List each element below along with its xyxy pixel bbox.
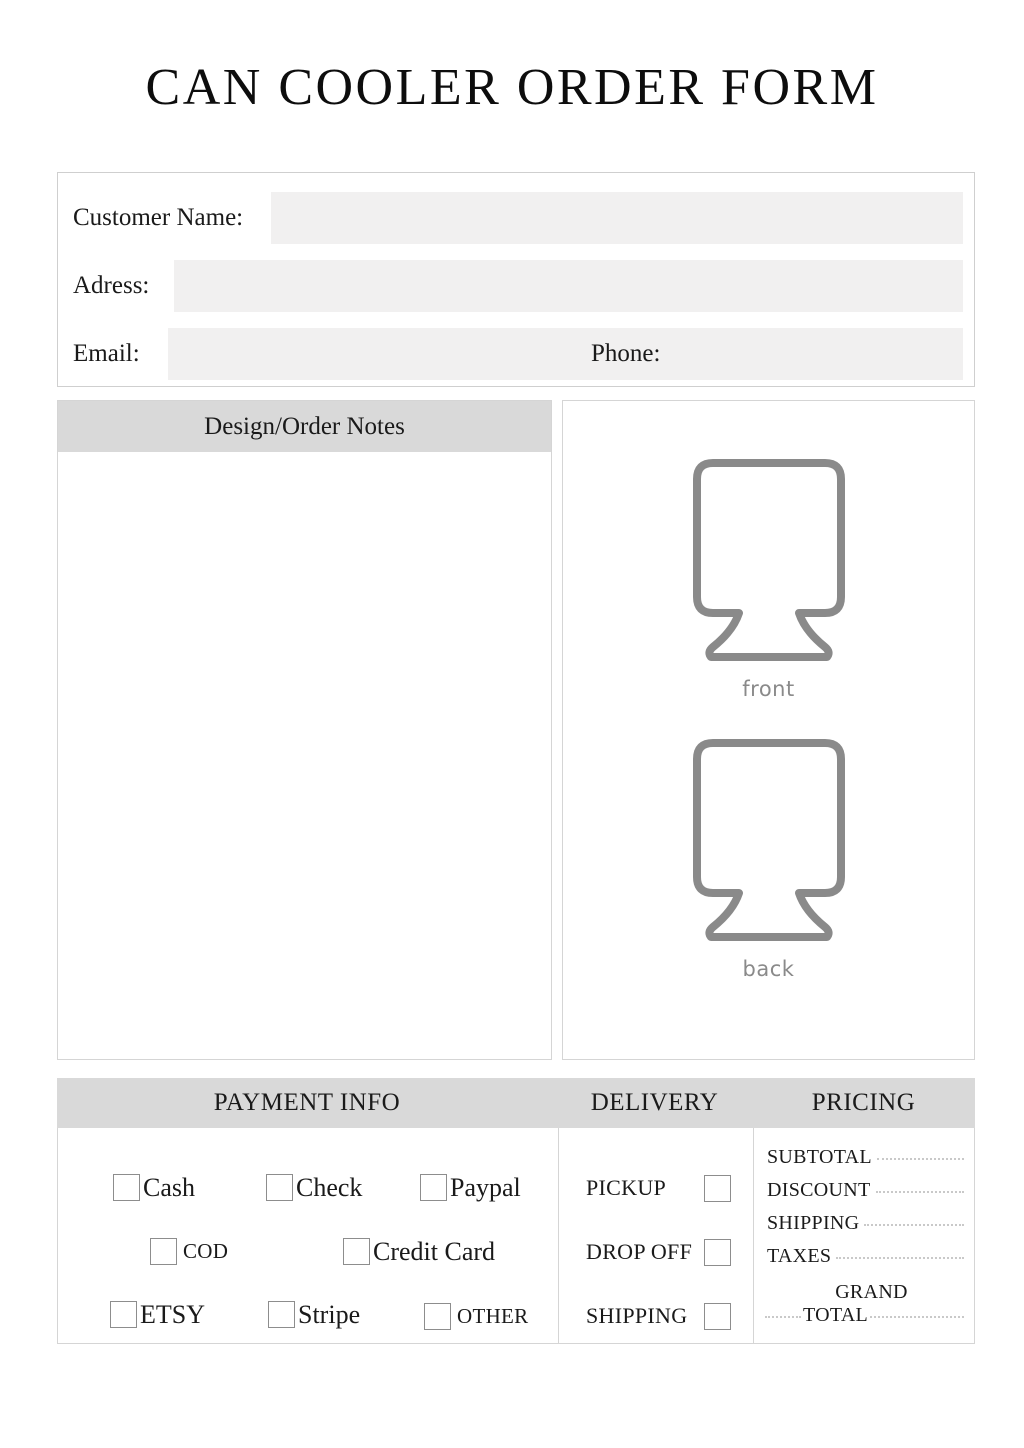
checkbox-icon[interactable] <box>704 1175 731 1202</box>
delivery-option-label: SHIPPING <box>586 1303 688 1328</box>
design-order-notes-input[interactable] <box>58 452 551 1059</box>
checkbox-icon[interactable] <box>268 1301 295 1328</box>
pricing-row-value[interactable] <box>877 1157 964 1160</box>
payment-option-check[interactable] <box>266 1174 362 1201</box>
grand-total-dots-left <box>765 1315 801 1318</box>
email-input[interactable] <box>168 328 963 380</box>
pricing-row-label: SHIPPING <box>767 1212 860 1234</box>
can-cooler-illustration-panel <box>562 400 975 1060</box>
checkbox-icon[interactable] <box>110 1301 137 1328</box>
delivery-options-group <box>558 1128 753 1343</box>
payment-option-credit-card[interactable] <box>343 1238 495 1265</box>
pricing-row-value[interactable] <box>836 1256 964 1259</box>
payment-info-header: PAYMENT INFO <box>213 1089 401 1116</box>
can-cooler-front-illustration <box>679 449 859 701</box>
checkbox-icon[interactable] <box>150 1238 177 1265</box>
delivery-option-drop-off[interactable] <box>558 1235 753 1269</box>
bottom-header-band <box>57 1078 975 1128</box>
pricing-row-discount[interactable] <box>753 1179 976 1202</box>
checkbox-icon[interactable] <box>704 1303 731 1330</box>
payment-option-label: OTHER <box>457 1304 529 1328</box>
page-title: CAN COOLER ORDER FORM <box>145 59 879 116</box>
payment-option-stripe[interactable] <box>268 1301 360 1328</box>
can-cooler-front-caption: front <box>742 677 795 701</box>
checkbox-icon[interactable] <box>704 1239 731 1266</box>
customer-name-input[interactable] <box>271 192 963 244</box>
pricing-row-taxes[interactable] <box>753 1245 976 1268</box>
payment-option-paypal[interactable] <box>420 1174 521 1201</box>
checkbox-icon[interactable] <box>424 1303 451 1330</box>
can-cooler-back-caption: back <box>742 957 795 981</box>
address-input[interactable] <box>174 260 963 312</box>
customer-info-box <box>57 172 975 387</box>
design-order-notes-box <box>57 400 552 1060</box>
pricing-row-shipping[interactable] <box>753 1212 976 1235</box>
design-order-notes-header: Design/Order Notes <box>58 401 551 452</box>
delivery-header: DELIVERY <box>590 1089 719 1116</box>
payment-option-other[interactable] <box>424 1303 529 1330</box>
checkbox-icon[interactable] <box>343 1238 370 1265</box>
customer-name-label: Customer Name: <box>73 204 244 231</box>
pricing-row-label: SUBTOTAL <box>767 1146 872 1168</box>
pricing-row-value[interactable] <box>876 1190 964 1193</box>
checkbox-icon[interactable] <box>266 1174 293 1201</box>
phone-label: Phone: <box>591 340 661 367</box>
customer-name-row <box>58 192 974 244</box>
pricing-row-grand-total[interactable] <box>753 1281 976 1327</box>
pricing-row-label: DISCOUNT <box>767 1179 871 1201</box>
address-row <box>58 260 974 312</box>
address-label: Adress: <box>73 272 150 299</box>
payment-option-label: Cash <box>143 1172 195 1202</box>
bottom-body <box>57 1128 975 1344</box>
payment-options-group <box>58 1128 558 1343</box>
payment-option-label: Paypal <box>450 1172 521 1202</box>
can-cooler-outline-icon <box>679 729 859 959</box>
can-cooler-outline-icon <box>679 449 859 679</box>
grand-total-label-line1: GRAND <box>835 1281 908 1303</box>
payment-option-cash[interactable] <box>113 1174 195 1201</box>
grand-total-label-line2: TOTAL <box>803 1304 869 1326</box>
bottom-section <box>57 1078 975 1344</box>
payment-option-cod[interactable] <box>150 1238 228 1265</box>
grand-total-line2-row <box>765 1304 964 1327</box>
pricing-group <box>753 1128 976 1343</box>
can-cooler-back-illustration <box>679 729 859 981</box>
payment-option-label: COD <box>183 1239 229 1263</box>
checkbox-icon[interactable] <box>113 1174 140 1201</box>
delivery-option-label: PICKUP <box>586 1175 667 1200</box>
payment-option-etsy[interactable] <box>110 1301 205 1328</box>
grand-total-value[interactable] <box>870 1315 964 1318</box>
pricing-header: PRICING <box>811 1089 916 1116</box>
payment-option-label: ETSY <box>140 1299 205 1329</box>
delivery-option-shipping[interactable] <box>558 1299 753 1333</box>
email-label: Email: <box>73 340 140 367</box>
pricing-row-label: TAXES <box>767 1245 832 1267</box>
delivery-option-label: DROP OFF <box>586 1239 693 1264</box>
payment-option-label: Stripe <box>298 1299 361 1329</box>
checkbox-icon[interactable] <box>420 1174 447 1201</box>
payment-option-label: Credit Card <box>373 1236 496 1266</box>
pricing-row-value[interactable] <box>864 1223 964 1226</box>
delivery-option-pickup[interactable] <box>558 1171 753 1205</box>
payment-option-label: Check <box>296 1172 363 1202</box>
pricing-row-subtotal[interactable] <box>753 1146 976 1169</box>
email-phone-row <box>58 328 974 380</box>
